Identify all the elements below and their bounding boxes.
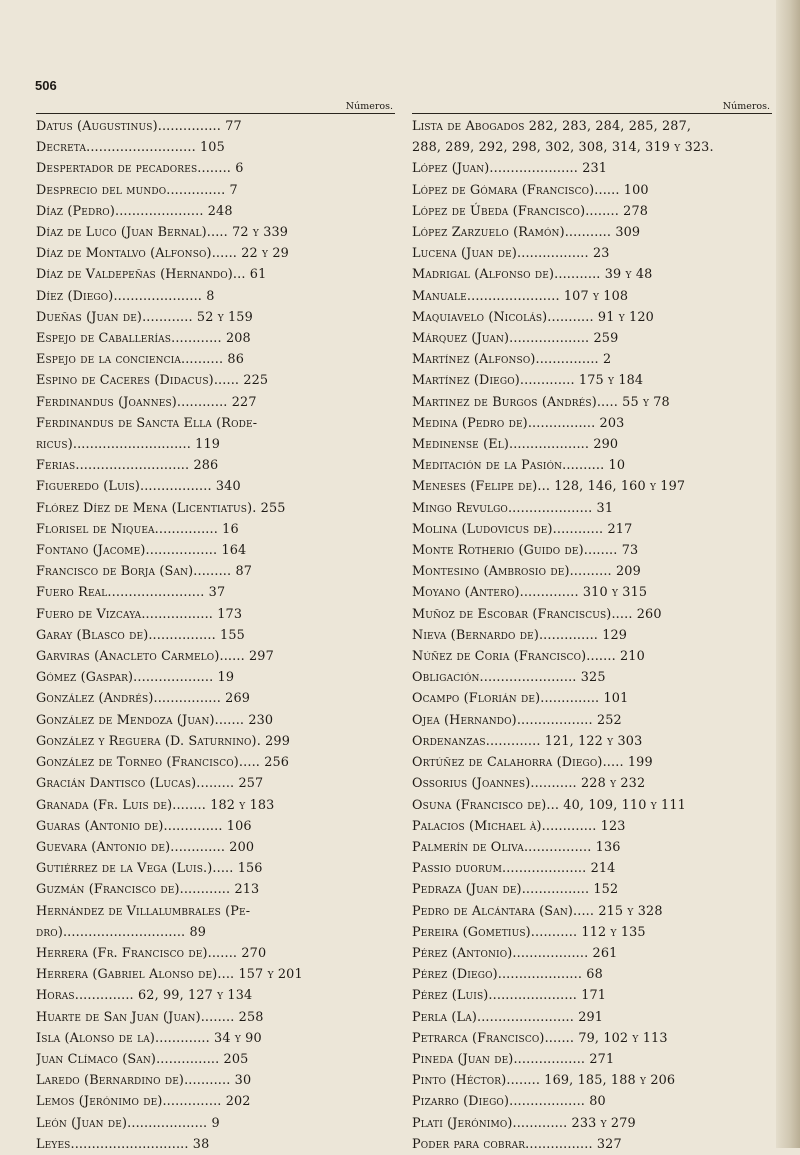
index-entry: Ferdinandus (Joannes)............ 227 <box>36 394 257 410</box>
index-entry: Mingo Revulgo.................... 31 <box>412 500 614 516</box>
index-entry: Pérez (Luis)..................... 171 <box>412 988 607 1004</box>
index-entry: Guevara (Antonio de)............. 200 <box>36 839 255 855</box>
index-entry: González (Andrés)................ 269 <box>36 691 251 707</box>
index-entry: Isla (Alonso de la)............. 34 y 90 <box>36 1030 262 1046</box>
index-entry: Pedro de Alcántara (San)..... 215 y 328 <box>412 903 663 919</box>
index-entry: Laredo (Bernardino de)........... 30 <box>36 1073 252 1089</box>
index-entry: Ferdinandus de Sancta Ella (Rode- <box>36 415 258 431</box>
index-entry: Molina (Ludovicus de)............ 217 <box>412 521 633 537</box>
index-entry: Despertador de pecadores........ 6 <box>36 161 244 177</box>
index-entry: Horas.............. 62, 99, 127 y 134 <box>36 988 253 1004</box>
index-entry: Ortúñez de Calahorra (Diego)..... 199 <box>412 755 653 771</box>
right-entry-list <box>412 116 772 1155</box>
index-entry: ricus)............................ 119 <box>36 437 221 453</box>
index-entry: Poder para cobrar................ 327 <box>412 1136 622 1152</box>
index-entry: Lemos (Jerónimo de).............. 202 <box>36 1094 251 1110</box>
index-entry: Passio duorum.................... 214 <box>412 861 616 877</box>
index-entry: Gómez (Gaspar)................... 19 <box>36 670 235 686</box>
index-entry: Díez (Diego)..................... 8 <box>36 288 215 304</box>
index-entry: González de Torneo (Francisco)..... 256 <box>36 755 290 771</box>
index-entry: Medinense (El)................... 290 <box>412 437 619 453</box>
index-entry: Espino de Caceres (Didacus)...... 225 <box>36 373 269 389</box>
index-entry: Martínez (Diego)............. 175 y 184 <box>412 373 644 389</box>
index-entry: Meneses (Felipe de)... 128, 146, 160 y 197 <box>412 479 686 495</box>
right-column <box>412 100 772 1155</box>
index-entry: González de Mendoza (Juan)....... 230 <box>36 712 274 728</box>
index-entry: Martinez de Burgos (Andrés)..... 55 y 78 <box>412 394 670 410</box>
index-entry: Pineda (Juan de)................. 271 <box>412 1051 615 1067</box>
index-entry: Díaz de Luco (Juan Bernal)..... 72 y 339 <box>36 225 289 241</box>
page-edge-shadow <box>776 0 800 1148</box>
index-entry: Palacios (Michael à)............. 123 <box>412 818 626 834</box>
index-entry: Datus (Augustinus)............... 77 <box>36 119 242 134</box>
index-entry: Gracián Dantisco (Lucas)......... 257 <box>36 776 264 792</box>
index-entry: Ojea (Hernando).................. 252 <box>412 712 622 728</box>
index-entry: Maquiavelo (Nicolás)........... 91 y 120 <box>412 309 654 325</box>
index-entry: Juan Clímaco (San)............... 205 <box>36 1051 249 1067</box>
index-entry: Desprecio del mundo.............. 7 <box>36 182 238 198</box>
index-entry: Garay (Blasco de)................ 155 <box>36 627 245 643</box>
index-entry: Ordenanzas............. 121, 122 y 303 <box>412 733 643 749</box>
index-entry: Fuero de Vizcaya................. 173 <box>36 606 243 622</box>
index-entry: Guzmán (Francisco de)............ 213 <box>36 882 260 898</box>
index-entry: Huarte de San Juan (Juan)........ 258 <box>36 1009 264 1025</box>
index-entry: Flórez Díez de Mena (Licentiatus). 255 <box>36 500 286 516</box>
index-entry: Ocampo (Florián de).............. 101 <box>412 691 629 707</box>
index-entry: Díaz (Pedro)..................... 248 <box>36 203 233 219</box>
index-entry: López de Gómara (Francisco)...... 100 <box>412 182 649 198</box>
left-entry-list <box>36 116 395 1155</box>
index-entry: Lucena (Juan de)................. 23 <box>412 246 610 262</box>
index-entry: Núñez de Coria (Francisco)....... 210 <box>412 649 645 665</box>
index-entry: Francisco de Borja (San)......... 87 <box>36 564 253 580</box>
index-entry: Pizarro (Diego).................. 80 <box>412 1094 606 1110</box>
index-entry: Ferias........................... 286 <box>36 458 219 474</box>
index-entry: Lista de Abogados 282, 283, 284, 285, 287, <box>412 119 692 134</box>
index-entry: López (Juan)..................... 231 <box>412 161 608 177</box>
index-entry: Espejo de la conciencia.......... 86 <box>36 352 244 368</box>
left-column-heading: Números. <box>36 100 395 114</box>
index-entry: Madrigal (Alfonso de)........... 39 y 48 <box>412 267 653 283</box>
page-number: 506 <box>35 78 57 93</box>
index-entry: Márquez (Juan)................... 259 <box>412 331 619 347</box>
index-entry: Leyes............................ 38 <box>36 1136 210 1152</box>
index-entry: González y Reguera (D. Saturnino). 299 <box>36 733 291 749</box>
index-entry: Espejo de Caballerías............ 208 <box>36 331 251 347</box>
index-entry: Nieva (Bernardo de).............. 129 <box>412 627 628 643</box>
index-entry: 288, 289, 292, 298, 302, 308, 314, 319 y 323. <box>412 140 714 156</box>
index-entry: Fuero Real....................... 37 <box>36 585 226 601</box>
index-entry: Granada (Fr. Luis de)........ 182 y 183 <box>36 797 275 813</box>
right-column-heading: Números. <box>412 100 772 114</box>
index-entry: Pedraza (Juan de)................ 152 <box>412 882 619 898</box>
index-entry: Fontano (Jacome)................. 164 <box>36 543 247 559</box>
index-entry: Perla (La)....................... 291 <box>412 1009 604 1025</box>
index-entry: Díaz de Valdepeñas (Hernando)... 61 <box>36 267 267 283</box>
index-entry: Pinto (Héctor)........ 169, 185, 188 y 206 <box>412 1073 676 1089</box>
left-column <box>36 100 395 1155</box>
index-entry: Meditación de la Pasión.......... 10 <box>412 458 626 474</box>
index-entry: dro)............................. 89 <box>36 924 207 940</box>
index-entry: Obligación....................... 325 <box>412 670 606 686</box>
index-entry: Gutiérrez de la Vega (Luis.)..... 156 <box>36 861 263 877</box>
index-entry: Ossorius (Joannes)........... 228 y 232 <box>412 776 646 792</box>
index-entry: Pereira (Gometius)........... 112 y 135 <box>412 924 646 940</box>
index-entry: León (Juan de)................... 9 <box>36 1115 220 1131</box>
index-entry: Plati (Jerónimo)............. 233 y 279 <box>412 1115 636 1131</box>
index-entry: Guaras (Antonio de).............. 106 <box>36 818 252 834</box>
index-entry: Pérez (Antonio).................. 261 <box>412 945 618 961</box>
index-entry: Muñoz de Escobar (Franciscus)..... 260 <box>412 606 662 622</box>
index-entry: Florisel de Niquea............... 16 <box>36 521 239 537</box>
index-entry: Martínez (Alfonso)............... 2 <box>412 352 612 368</box>
index-entry: Monte Rotherio (Guido de)........ 73 <box>412 543 639 559</box>
index-entry: Manuale...................... 107 y 108 <box>412 288 629 304</box>
index-entry: Díaz de Montalvo (Alfonso)...... 22 y 29 <box>36 246 289 262</box>
index-entry: Herrera (Gabriel Alonso de).... 157 y 201 <box>36 967 303 983</box>
index-entry: Osuna (Francisco de)... 40, 109, 110 y 111 <box>412 797 686 813</box>
index-entry: Petrarca (Francisco)....... 79, 102 y 113 <box>412 1030 668 1046</box>
index-entry: Herrera (Fr. Francisco de)....... 270 <box>36 945 267 961</box>
index-entry: López Zarzuelo (Ramón)........... 309 <box>412 225 641 241</box>
index-entry: Montesino (Ambrosio de).......... 209 <box>412 564 641 580</box>
index-entry: López de Úbeda (Francisco)........ 278 <box>412 203 649 219</box>
index-entry: Palmerín de Oliva................ 136 <box>412 839 621 855</box>
index-entry: Medina (Pedro de)................ 203 <box>412 415 625 431</box>
index-entry: Pérez (Diego).................... 68 <box>412 967 603 983</box>
index-entry: Moyano (Antero).............. 310 y 315 <box>412 585 648 601</box>
index-entry: Garviras (Anacleto Carmelo)...... 297 <box>36 649 274 665</box>
index-entry: Dueñas (Juan de)............ 52 y 159 <box>36 309 253 325</box>
index-entry: Figueredo (Luis)................. 340 <box>36 479 241 495</box>
index-entry: Hernández de Villalumbrales (Pe- <box>36 903 251 919</box>
index-entry: Decreta.......................... 105 <box>36 140 225 156</box>
